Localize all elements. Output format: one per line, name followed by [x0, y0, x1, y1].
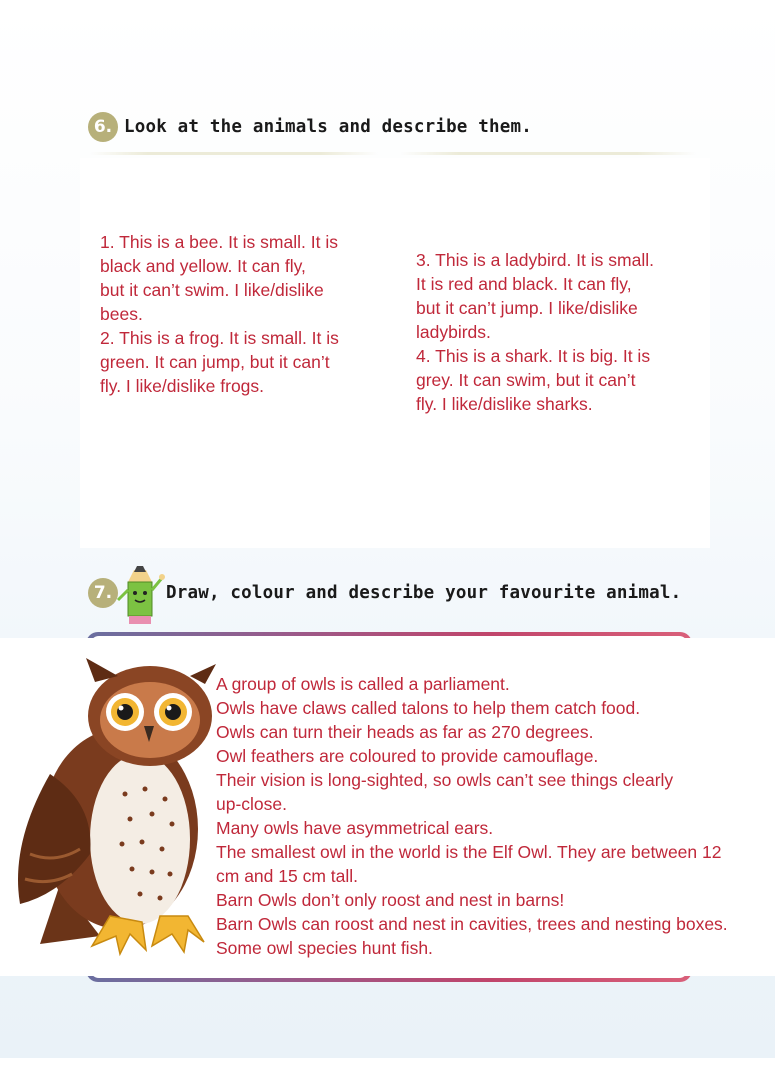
answers-left-column — [100, 230, 360, 398]
fact-line: Barn Owls can roost and nest in cavities, trees and nesting boxes. — [216, 914, 728, 934]
answer-line: ladybirds. — [416, 322, 491, 342]
exercise-6-instruction: Look at the animals and describe them. — [124, 117, 532, 137]
answer-line: grey. It can swim, but it can’t — [416, 370, 636, 390]
divider-left — [90, 152, 378, 155]
answer-line: but it can’t swim. I like/dislike — [100, 280, 324, 300]
answer-line: 4. This is a shark. It is big. It is — [416, 346, 651, 366]
owl-illustration — [0, 654, 218, 960]
exercise-7-number-badge: 7. — [88, 578, 118, 608]
fact-line: The smallest owl in the world is the Elf Owl. They are between 12 — [216, 842, 722, 862]
fact-line: Some owl species hunt fish. — [216, 938, 433, 958]
exercise-7-instruction: Draw, colour and describe your favourite animal. — [166, 583, 682, 603]
fact-line: Owls have claws called talons to help them catch food. — [216, 698, 641, 718]
fact-line: A group of owls is called a parliament. — [216, 674, 510, 694]
exercise-6-heading — [88, 112, 532, 142]
exercise-6-number-badge: 6. — [88, 112, 118, 142]
fact-line: Owls can turn their heads as far as 270 degrees. — [216, 722, 594, 742]
exercise-7-heading — [88, 578, 681, 608]
answer-line: fly. I like/dislike frogs. — [100, 376, 265, 396]
answer-line: but it can’t jump. I like/dislike — [416, 298, 638, 318]
fact-line: Many owls have asymmetrical ears. — [216, 818, 494, 838]
answer-line: 1. This is a bee. It is small. It is — [100, 232, 338, 252]
answer-line: 3. This is a ladybird. It is small. — [416, 250, 654, 270]
answer-line: fly. I like/dislike sharks. — [416, 394, 593, 414]
fact-line: cm and 15 cm tall. — [216, 866, 358, 886]
answer-line: It is red and black. It can fly, — [416, 274, 632, 294]
answers-right-column — [416, 248, 676, 416]
page-bottom-edge — [0, 1058, 775, 1077]
answer-line: 2. This is a frog. It is small. It is — [100, 328, 339, 348]
answer-line: green. It can jump, but it can’t — [100, 352, 330, 372]
answer-line: black and yellow. It can fly, — [100, 256, 306, 276]
fact-line: up-close. — [216, 794, 288, 814]
owl-facts-text — [216, 672, 771, 960]
exercise-6-answer-card — [80, 158, 710, 548]
fact-line: Barn Owls don’t only roost and nest in barns! — [216, 890, 565, 910]
fact-line: Owl feathers are coloured to provide camouflage. — [216, 746, 599, 766]
divider-right — [400, 152, 696, 155]
pencil-mascot-icon — [116, 566, 166, 630]
answer-line: bees. — [100, 304, 143, 324]
fact-line: Their vision is long-sighted, so owls can’t see things clearly — [216, 770, 674, 790]
